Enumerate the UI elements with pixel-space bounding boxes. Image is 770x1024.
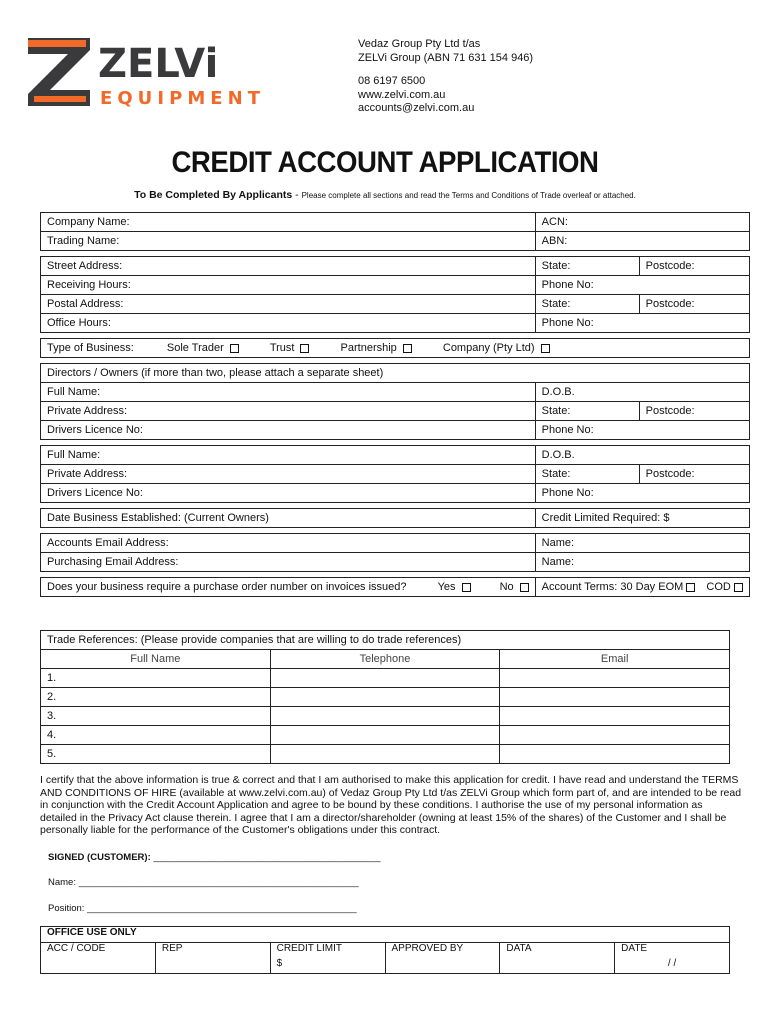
postal-state-field[interactable]: State:: [535, 295, 639, 314]
office-credit-symbol: $: [270, 958, 385, 974]
row-trading-name: [41, 232, 750, 251]
sig-position-label: Position:: [48, 903, 85, 914]
table-row: [41, 707, 730, 726]
street-postcode-field[interactable]: Postcode:: [639, 257, 749, 276]
application-form: [40, 212, 750, 597]
acn-field[interactable]: ACN:: [535, 213, 749, 232]
company-pty-label: Company (Pty Ltd): [442, 342, 535, 354]
credit-limit-required-field[interactable]: Credit Limited Required: $: [535, 509, 749, 528]
subtitle-lead: To Be Completed By Applicants: [134, 189, 293, 201]
director1-full-name[interactable]: Full Name:: [41, 383, 536, 402]
ref-col-full-name: Full Name: [41, 650, 271, 669]
cod-checkbox[interactable]: [734, 583, 743, 592]
partnership-option[interactable]: [341, 342, 412, 354]
po-yes-option[interactable]: [438, 581, 471, 593]
purchasing-email-field[interactable]: Purchasing Email Address:: [41, 553, 536, 572]
ref-row-2[interactable]: 2.: [41, 688, 271, 707]
director2-licence[interactable]: Drivers Licence No:: [41, 484, 536, 503]
certification-text: I certify that the above information is true & correct and that I am authorised to make this application for credit. I have read and understand the TERMS AND CONDITIONS OF HIRE (available at www.zelvi.com.au) of Vedaz Group Pty Ltd t/as ZELVi Group which form part of, and are intended to be read in conjunction with the Credit Account Application and agree to be bound by these conditions. I authorise the use of my personal information as detailed in the Privacy Act clause therein. I agree that I am a director/shareholder (owning at least 15% of the shares) of the Customer and I shall be personally liable for the performance of the Customer's obligations under this contract.: [40, 774, 742, 837]
cod-option[interactable]: [706, 581, 742, 593]
eom-checkbox[interactable]: [686, 583, 695, 592]
purchasing-contact-name[interactable]: Name:: [535, 553, 749, 572]
ref-row-1[interactable]: 1.: [41, 669, 271, 688]
po-no-label: No: [499, 581, 514, 593]
director1-state[interactable]: State:: [535, 402, 639, 421]
ref-phone-5[interactable]: [270, 745, 500, 764]
signed-row: [48, 852, 381, 863]
office-col-credit-limit[interactable]: CREDIT LIMIT: [270, 943, 385, 959]
postal-address-field[interactable]: Postal Address:: [41, 295, 536, 314]
subtitle: [0, 189, 770, 201]
po-yes-label: Yes: [437, 581, 456, 593]
company-line1: Vedaz Group Pty Ltd t/as: [358, 38, 481, 50]
office-hours-field[interactable]: Office Hours:: [41, 314, 536, 333]
ref-email-3[interactable]: [500, 707, 730, 726]
table-row: [41, 726, 730, 745]
street-address-field[interactable]: Street Address:: [41, 257, 536, 276]
po-no-option[interactable]: [500, 581, 529, 593]
company-line2: ZELVi Group (ABN 71 631 154 946): [358, 51, 534, 64]
account-terms-cell: [535, 578, 749, 597]
po-question: Does your business require a purchase order number on invoices issued?: [47, 581, 407, 593]
po-yes-checkbox[interactable]: [462, 583, 471, 592]
sig-position-line[interactable]: ___________________________________________________: [87, 903, 357, 914]
ref-phone-4[interactable]: [270, 726, 500, 745]
partnership-label: Partnership: [340, 342, 397, 354]
table-row: [41, 669, 730, 688]
partnership-checkbox[interactable]: [403, 344, 412, 353]
ref-email-2[interactable]: [500, 688, 730, 707]
company-name-field[interactable]: Company Name:: [41, 213, 536, 232]
accounts-email-field[interactable]: Accounts Email Address:: [41, 534, 536, 553]
eom-label: EOM: [658, 581, 684, 593]
office-phone-field[interactable]: Phone No:: [535, 314, 749, 333]
account-terms-label: Account Terms: 30 Day: [541, 581, 656, 593]
ref-email-1[interactable]: [500, 669, 730, 688]
street-state-field[interactable]: State:: [535, 257, 639, 276]
company-email: accounts@zelvi.com.au: [358, 102, 475, 114]
ref-email-5[interactable]: [500, 745, 730, 764]
ref-row-5[interactable]: 5.: [41, 745, 271, 764]
company-web: www.zelvi.com.au: [358, 88, 446, 101]
director1-licence[interactable]: Drivers Licence No:: [41, 421, 536, 440]
receiving-phone-field[interactable]: Phone No:: [535, 276, 749, 295]
abn-field[interactable]: ABN:: [535, 232, 749, 251]
table-row: [41, 688, 730, 707]
ref-phone-2[interactable]: [270, 688, 500, 707]
director2-full-name[interactable]: Full Name:: [41, 446, 536, 465]
office-date-slashes: / /: [615, 958, 730, 974]
signed-label: SIGNED (CUSTOMER):: [48, 852, 151, 863]
subtitle-dash: -: [292, 189, 302, 201]
eom-option[interactable]: [658, 581, 695, 593]
director1-private-address[interactable]: Private Address:: [41, 402, 536, 421]
page-title: CREDIT ACCOUNT APPLICATION: [171, 146, 599, 179]
sig-name-line[interactable]: _____________________________________________________: [78, 877, 359, 888]
sig-name-label: Name:: [48, 877, 76, 888]
director1-postcode[interactable]: Postcode:: [639, 402, 749, 421]
table-row: [41, 745, 730, 764]
director2-postcode[interactable]: Postcode:: [639, 465, 749, 484]
office-col-rep[interactable]: REP: [155, 943, 270, 974]
sole-trader-option[interactable]: [167, 342, 239, 354]
ref-col-email: Email: [500, 650, 730, 669]
date-established-field[interactable]: Date Business Established: (Current Owners): [41, 509, 536, 528]
cod-label: COD: [706, 581, 731, 593]
po-question-cell: [41, 578, 536, 597]
company-pty-checkbox[interactable]: [541, 344, 550, 353]
receiving-hours-field[interactable]: Receiving Hours:: [41, 276, 536, 295]
ref-email-4[interactable]: [500, 726, 730, 745]
director1-phone[interactable]: Phone No:: [535, 421, 749, 440]
position-row: [48, 903, 357, 914]
type-of-business-label: Type of Business:: [47, 342, 134, 354]
po-no-checkbox[interactable]: [520, 583, 529, 592]
company-pty-option[interactable]: [443, 342, 550, 354]
ref-row-4[interactable]: 4.: [41, 726, 271, 745]
company-details: [358, 38, 533, 116]
sole-trader-checkbox[interactable]: [230, 344, 239, 353]
office-col-acc-code[interactable]: ACC / CODE: [41, 943, 156, 974]
trade-references-header: Trade References: (Please provide companies that are willing to do trade references): [41, 631, 730, 650]
trust-option[interactable]: [270, 342, 310, 354]
office-use-header: OFFICE USE ONLY: [41, 927, 730, 943]
director2-state[interactable]: State:: [535, 465, 639, 484]
trust-label: Trust: [269, 342, 295, 354]
ref-phone-3[interactable]: [270, 707, 500, 726]
name-row: [48, 877, 359, 888]
director1-dob[interactable]: D.O.B.: [535, 383, 749, 402]
director2-phone[interactable]: Phone No:: [535, 484, 749, 503]
office-use-table: [40, 926, 730, 974]
directors-header: Directors / Owners (if more than two, please attach a separate sheet): [41, 364, 750, 383]
trust-checkbox[interactable]: [300, 344, 309, 353]
logo-sub: EQUIPMENT: [100, 88, 260, 108]
sole-trader-label: Sole Trader: [166, 342, 224, 354]
logo-word: ZELVi: [98, 41, 219, 87]
director2-dob[interactable]: D.O.B.: [535, 446, 749, 465]
office-col-approved-by[interactable]: APPROVED BY: [385, 943, 500, 974]
office-col-date[interactable]: DATE: [615, 943, 730, 959]
signed-line[interactable]: ___________________________________________: [153, 852, 381, 863]
type-of-business-row: [41, 339, 750, 358]
row-company-name: [41, 213, 750, 232]
accounts-contact-name[interactable]: Name:: [535, 534, 749, 553]
company-phone: 08 6197 6500: [358, 75, 426, 87]
trading-name-field[interactable]: Trading Name:: [41, 232, 536, 251]
trade-references-table: [40, 630, 730, 764]
ref-phone-1[interactable]: [270, 669, 500, 688]
ref-col-telephone: Telephone: [270, 650, 500, 669]
director2-private-address[interactable]: Private Address:: [41, 465, 536, 484]
ref-row-3[interactable]: 3.: [41, 707, 271, 726]
postal-postcode-field[interactable]: Postcode:: [639, 295, 749, 314]
office-col-data[interactable]: DATA: [500, 943, 615, 974]
zelvi-logo: [28, 38, 264, 108]
subtitle-note: Please complete all sections and read the Terms and Conditions of Trade overleaf or attached.: [301, 191, 636, 200]
